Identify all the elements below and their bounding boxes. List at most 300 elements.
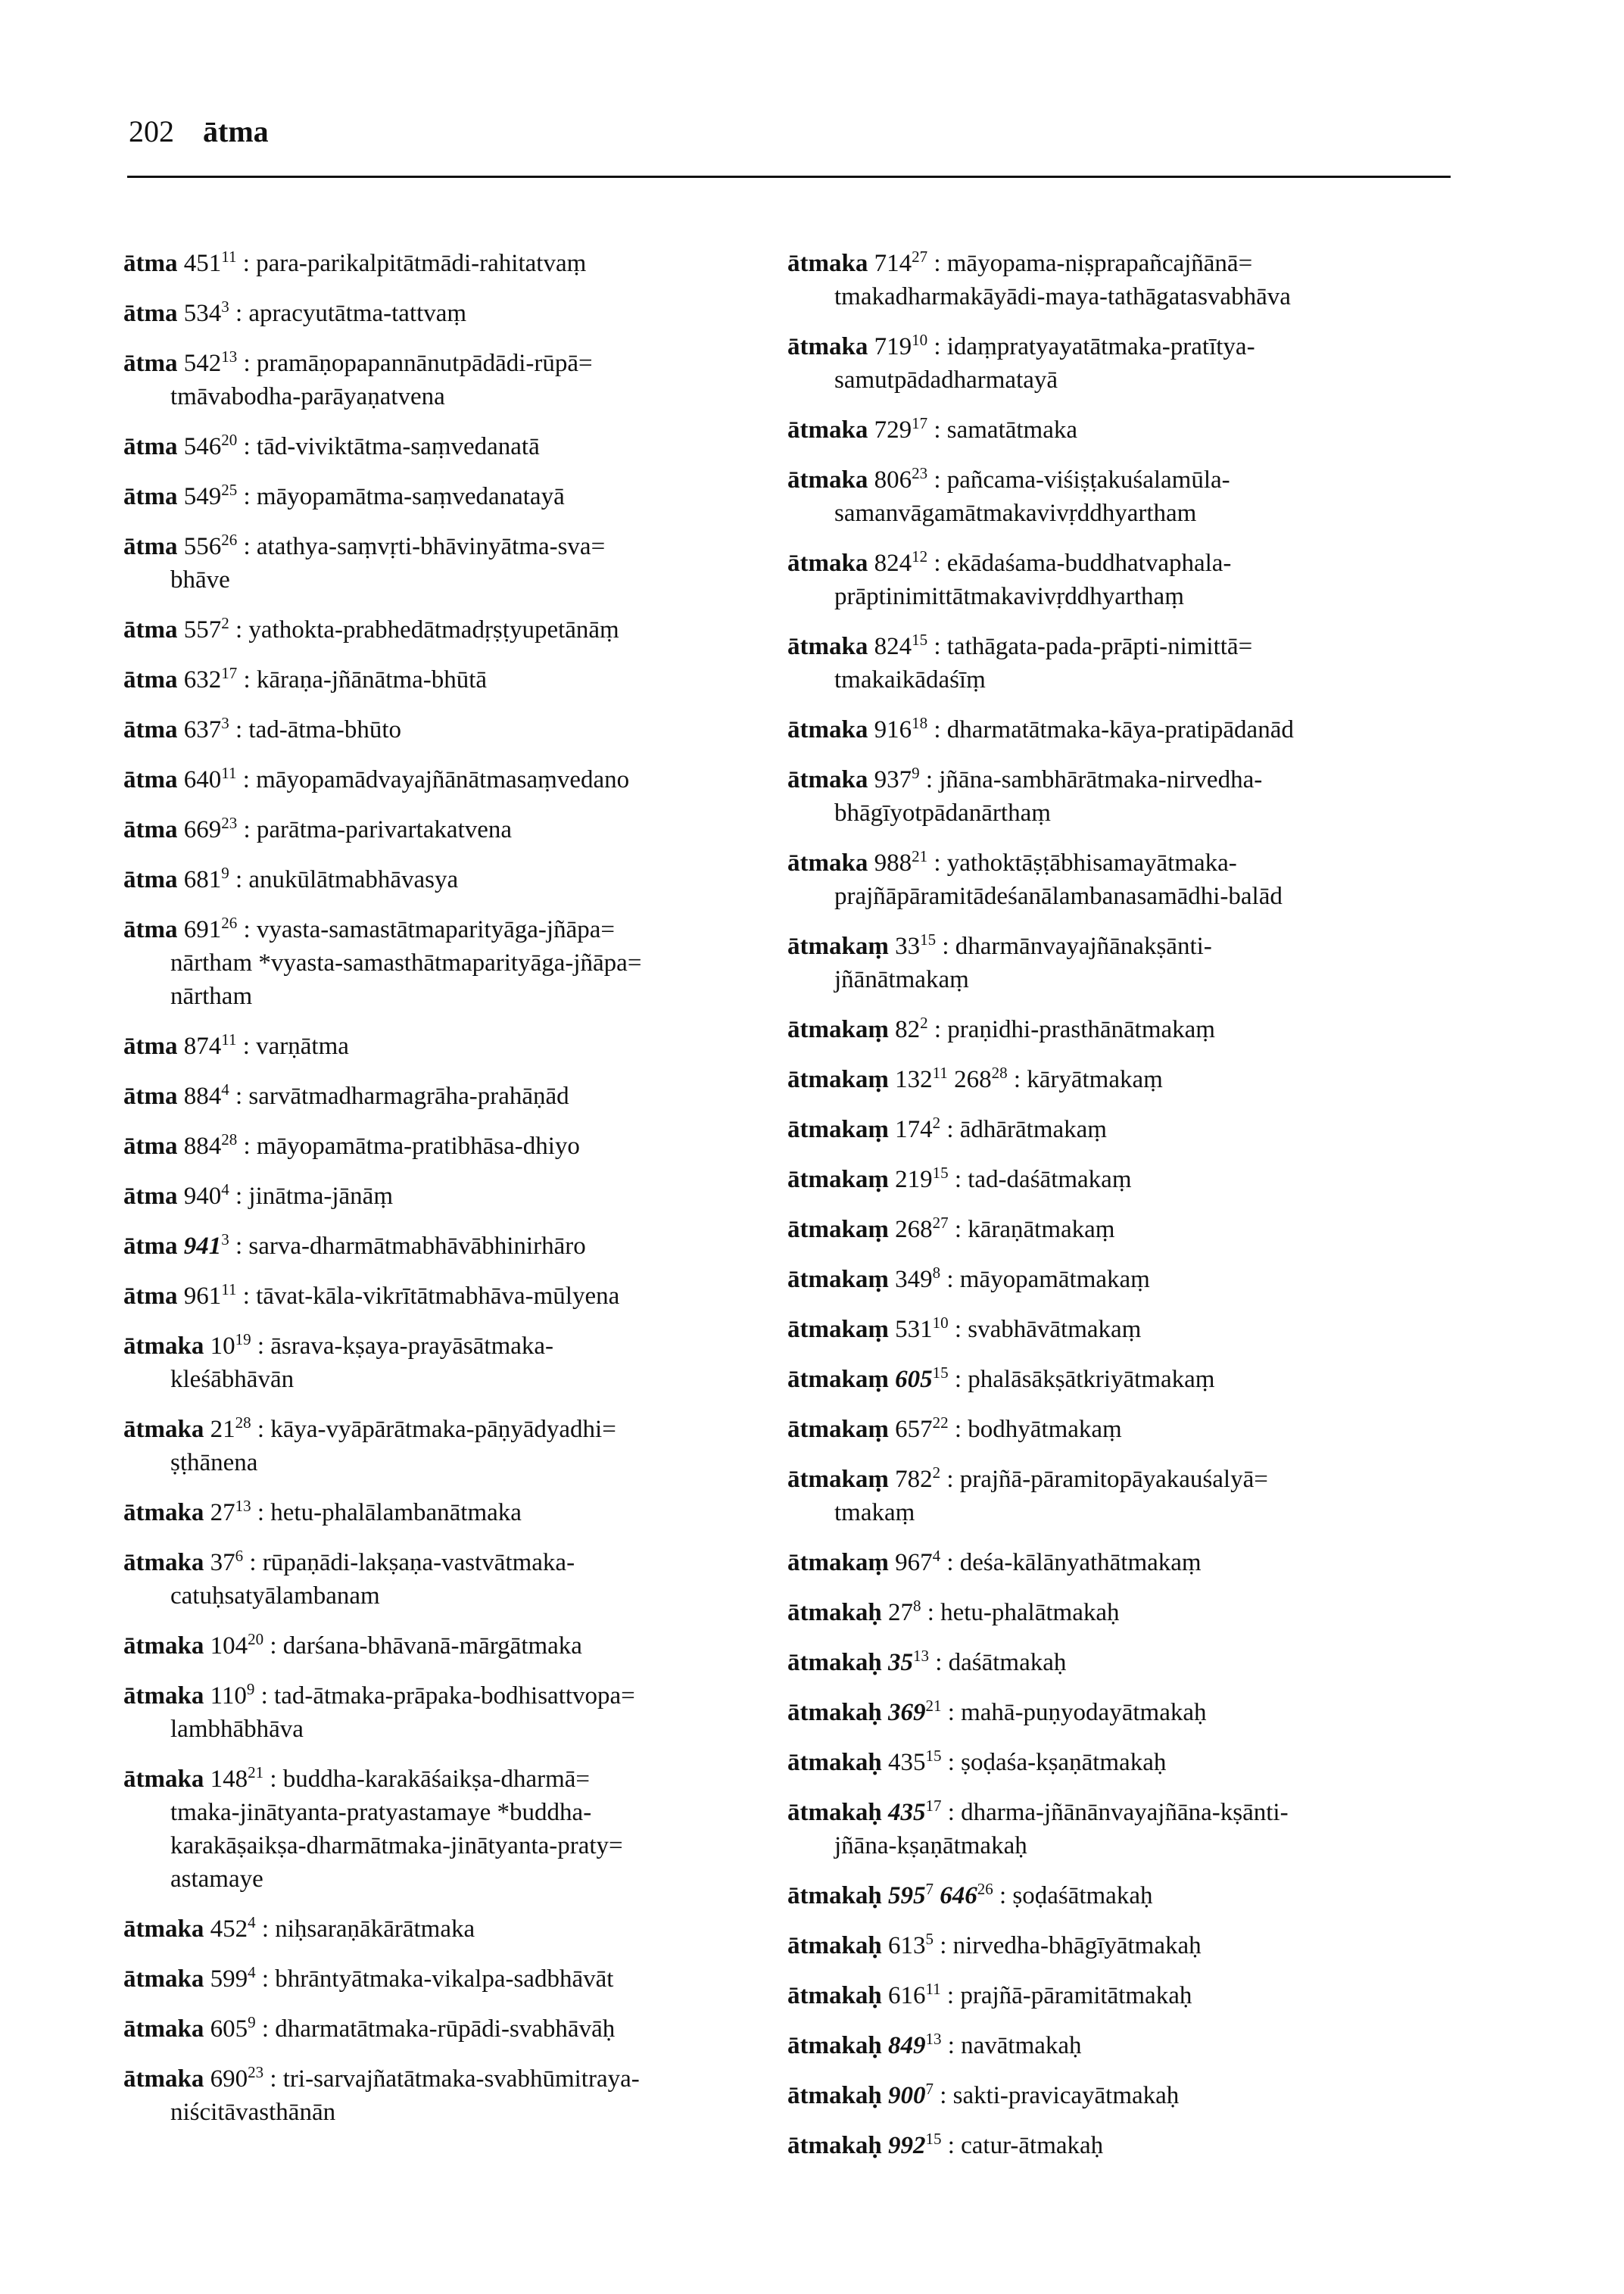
reference-line: 2 [932,1463,941,1482]
entry-text: nirvedha-bhāgīyātmakaḥ [952,1932,1202,1959]
reference-number [210,1632,264,1660]
entry-line: ātmakaḥ $900^7$ : sakti-pravicayātmakaḥ [787,2080,1180,2109]
entry-headword: ātmaka [123,2015,204,2043]
reference-page: 640 [183,766,222,793]
entry-text: māyopamātma-pratibhāsa-dhiyo [256,1133,580,1160]
entry-headword: ātmaka [123,1416,204,1443]
index-entry [787,1979,1454,2012]
reference-number [874,250,928,277]
index-entry [787,463,1454,530]
entry-line: ātmakaṃ $349^8$ : māyopamātmakaṃ [787,1264,1150,1293]
page-number: 202 [129,114,174,148]
entry-text: navātmakaḥ [961,2032,1082,2059]
reference-line: 15 [925,1747,942,1765]
reference-number [940,1882,993,1909]
reference-number [184,483,238,510]
reference-page: 691 [183,916,222,943]
entry-line: ātmaka $10^{19}$ : āsrava-kṣaya-prayāsātmaka- [123,1330,554,1360]
reference-number [874,716,928,743]
reference-number [183,1130,238,1160]
entry-line: ātma $546^{20}$ : tād-viviktātma-saṃvedanatā [123,431,540,460]
entry-headword: ātmaka [123,1682,204,1710]
reference-number [954,1066,1008,1093]
reference-page: 916 [874,716,912,743]
entry-headword: ātmakaṃ [787,1549,889,1576]
index-entry [787,846,1454,913]
reference-page: 992 [887,2132,926,2159]
reference-number [210,2065,264,2093]
entry-text: parātma-parivartakatvena [256,816,513,843]
reference-number [874,547,928,577]
index-entry [787,713,1454,746]
entry-headword: ātmakaṃ [787,1416,889,1443]
entry-headword: ātma [123,716,178,743]
reference-line: 15 [932,1364,949,1382]
entry-text: pañcama-viśiṣṭakuśalamūla- [946,466,1230,494]
reference-line: 6 [235,1547,244,1565]
running-headword: ātma [203,114,269,148]
entry-continuation [787,1496,1454,1529]
reference-page: 82 [895,1016,921,1043]
reference-page: 451 [183,250,222,277]
entry-headword: ātmaka [787,633,868,660]
reference-line: 5 [925,1930,934,1948]
entry-continuation [787,363,1454,397]
reference-line: 19 [235,1330,251,1348]
reference-page: 824 [874,633,912,660]
reference-page: 681 [183,866,222,893]
reference-page: 10 [210,1332,235,1360]
reference-line: 18 [912,714,928,732]
entry-text: catuḥsatyālambanam [170,1582,380,1610]
entry-text: dharmatātmaka-kāya-pratipādanād [946,716,1294,743]
reference-page: 268 [895,1216,933,1243]
entry-text: praṇidhi-prasthānātmakaṃ [947,1016,1215,1043]
reference-page: 27 [210,1499,235,1526]
reference-number [888,1799,942,1826]
index-entry [123,913,790,1013]
index-entry [123,1962,790,1996]
reference-line: 10 [932,1314,949,1332]
entry-text: ṣoḍaśa-kṣaṇātmakaḥ [961,1749,1167,1776]
entry-headword: ātma [123,916,178,943]
entry-headword: ātma [123,433,178,460]
entry-headword: ātmakaḥ [787,1649,882,1676]
entry-text: jñāna-kṣaṇātmakaḥ [834,1832,1027,1859]
reference-number [895,1316,949,1343]
reference-page: 605 [210,2015,248,2043]
index-entry [123,863,790,896]
entry-headword: ātmakaḥ [787,2082,882,2109]
entry-text: māyopama-niṣprapañcajñānā= [946,250,1253,277]
entry-headword: ātma [123,483,178,510]
entry-line: ātma $640^{11}$ : māyopamādvayajñānātmasaṃvedano [123,764,630,793]
reference-number [210,1549,244,1576]
entry-headword: ātmakaṃ [787,1116,889,1143]
entry-headword: ātmakaḥ [787,1932,882,1959]
reference-number [888,1882,934,1909]
entry-headword: ātmakaḥ [787,1749,882,1776]
reference-number [210,1965,256,1993]
entry-continuation [787,580,1454,613]
index-entry [787,1596,1454,1629]
entry-text: ekādaśama-buddhatvaphala- [946,550,1232,577]
reference-number [184,666,238,693]
index-entry [787,1413,1454,1446]
entry-headword: ātmaka [123,1965,204,1993]
index-entry [123,713,790,746]
reference-page: 616 [887,1982,926,2009]
reference-number [183,1080,229,1110]
reference-line: 20 [221,431,238,449]
entry-continuation [787,663,1454,697]
reference-number [183,1030,237,1060]
entry-continuation [787,880,1454,913]
entry-headword: ātmakaḥ [787,1982,882,2009]
entry-continuation [123,380,790,413]
entry-text: samutpādadharmatayā [834,366,1058,394]
reference-line: 17 [912,414,928,432]
reference-line: 15 [920,930,937,949]
entry-text: tmakaikādaśīṃ [834,666,986,693]
index-entry [123,1180,790,1213]
reference-page: 646 [940,1882,977,1909]
reference-number [874,766,920,793]
index-entry [123,1230,790,1263]
reference-number [888,1649,929,1676]
reference-page: 657 [895,1416,933,1443]
index-entry [123,763,790,796]
reference-number [210,1413,251,1443]
entry-text: yathokta-prabhedātmadṛṣṭyupetānāṃ [248,616,619,644]
entry-line: ātmaka $824^{12}$ : ekādaśama-buddhatvaphala- [787,547,1232,577]
reference-line: 10 [912,331,928,349]
entry-continuation [787,963,1454,996]
reference-line: 7 [925,2080,934,2098]
index-entry [123,1679,790,1746]
entry-continuation [123,1862,790,1896]
entry-text: nārtham *vyasta-samasthātmaparityāga-jñāpa= [170,949,642,977]
entry-line: ātma $669^{23}$ : parātma-parivartakatvena [123,814,513,843]
entry-line: ātmakaṃ $268^{27}$ : kāraṇātmakaṃ [787,1214,1115,1243]
reference-number [210,1763,264,1793]
entry-line: ātmakaṃ $605^{15}$ : phalāsākṣātkriyātmakaṃ [787,1364,1215,1393]
reference-number [895,1413,949,1443]
entry-text: darśana-bhāvanā-mārgātmaka [282,1632,582,1660]
index-entry [787,1746,1454,1779]
entry-headword: ātmakaṃ [787,1466,889,1493]
entry-text: prajñāpāramitādeśanālambanasamādhi-balād [834,883,1283,910]
entry-text: vyasta-samastātmaparityāga-jñāpa= [256,916,615,943]
entry-text: kāraṇātmakaṃ [968,1216,1115,1243]
entry-headword: ātmaka [787,550,868,577]
entry-line: ātma $884^4$ : sarvātmadharmagrāha-prahāṇād [123,1080,569,1110]
index-entry [787,1063,1454,1096]
entry-line: ātma $556^{26}$ : atathya-saṃvṛti-bhāvinyātma-sva= [123,531,606,560]
reference-line: 23 [912,464,928,482]
entry-headword: ātmakaḥ [787,1882,882,1909]
entry-headword: ātmaka [123,1499,204,1526]
entry-text: hetu-phalātmakaḥ [940,1599,1120,1626]
reference-number [895,1016,928,1043]
entry-headword: ātma [123,766,178,793]
entry-text: prajñā-pāramitopāyakauśalyā= [959,1466,1268,1493]
entry-line: ātma $549^{25}$ : māyopamātma-saṃvedanatayā [123,481,565,510]
entry-text: ṣṭhānena [170,1449,258,1476]
index-entry [787,1696,1454,1729]
entry-headword: ātmaka [123,1332,204,1360]
index-entry [787,1113,1454,1146]
index-entry [123,1030,790,1063]
reference-number [183,1280,237,1310]
reference-page: 605 [895,1366,933,1393]
reference-page: 632 [183,666,222,693]
reference-number [183,1230,229,1260]
reference-line: 28 [991,1064,1008,1082]
entry-text: bhāgīyotpādanārthaṃ [834,799,1051,827]
reference-line: 22 [932,1413,949,1432]
index-entry [787,1363,1454,1396]
reference-number [210,1332,251,1360]
reference-number [184,616,229,644]
entry-line: ātmakaṃ $782^2$ : prajñā-pāramitopāyakauśalyā= [787,1463,1268,1493]
reference-page: 557 [183,616,222,644]
reference-page: 874 [183,1033,222,1060]
reference-page: 37 [210,1549,235,1576]
entry-line: ātmaka $605^9$ : dharmatātmaka-rūpādi-svabhāvāḥ [123,2013,616,2043]
reference-page: 613 [887,1932,926,1959]
reference-page: 937 [874,766,912,793]
entry-text: jinātma-jānāṃ [248,1183,393,1210]
entry-line: ātmakaḥ $613^5$ : nirvedha-bhāgīyātmakaḥ [787,1930,1202,1959]
entry-line: ātma $557^2$ : yathokta-prabhedātmadṛṣṭyupetānāṃ [123,614,619,644]
entry-text: samatātmaka [946,416,1078,444]
reference-page: 806 [874,466,912,494]
entry-headword: ātmakaḥ [787,1599,882,1626]
reference-line: 4 [248,1963,256,1981]
reference-page: 534 [183,300,222,327]
reference-page: 132 [895,1066,933,1093]
entry-line: ātmaka $824^{15}$ : tathāgata-pada-prāpti-nimittā= [787,631,1253,660]
reference-page: 941 [183,1233,222,1260]
reference-line: 26 [221,531,238,549]
entry-line: ātmakaḥ $27^8$ : hetu-phalātmakaḥ [787,1597,1120,1626]
entry-line: ātmaka $452^4$ : niḥsaraṇākārātmaka [123,1913,475,1943]
reference-page: 967 [895,1549,933,1576]
reference-line: 21 [248,1763,264,1781]
reference-page: 549 [183,483,222,510]
reference-line: 8 [932,1264,941,1282]
entry-headword: ātma [123,816,178,843]
reference-page: 435 [887,1749,926,1776]
entry-line: ātma $941^3$ : sarva-dharmātmabhāvābhinirhāro [123,1230,586,1260]
entry-headword: ātmaka [787,250,868,277]
entry-line: ātmakaḥ $435^{17}$ : dharma-jñānānvayajñāna-kṣānti- [787,1797,1289,1826]
entry-text: sarvātmadharmagrāha-prahāṇād [248,1083,569,1110]
reference-line: 11 [221,1280,237,1298]
index-entry [123,530,790,597]
entry-text: dharma-jñānānvayajñāna-kṣānti- [961,1799,1289,1826]
entry-text: māyopamātmakaṃ [959,1266,1150,1293]
entry-headword: ātma [123,1083,178,1110]
entry-headword: ātmakaṃ [787,1366,889,1393]
entry-continuation [123,563,790,597]
index-entry [123,430,790,463]
entry-text: rūpaṇādi-lakṣaṇa-vastvātmaka- [262,1549,575,1576]
entry-text: prajñā-pāramitātmakaḥ [960,1982,1192,2009]
reference-page: 452 [210,1915,248,1943]
entry-text: kāraṇa-jñānātma-bhūtā [256,666,488,693]
reference-number [184,716,229,743]
index-entry [123,813,790,846]
reference-page: 961 [183,1283,222,1310]
entry-headword: ātma [123,1283,178,1310]
reference-line: 13 [221,348,238,366]
reference-page: 637 [183,716,222,743]
index-entry [123,1279,790,1313]
entry-text: yathoktāṣṭābhisamayātmaka- [946,849,1237,877]
entry-continuation [123,1363,790,1396]
reference-line: 17 [925,1797,942,1815]
reference-page: 435 [887,1799,926,1826]
reference-line: 7 [925,1880,934,1898]
entry-line: ātmaka $27^{13}$ : hetu-phalālambanātmaka [123,1497,522,1526]
index-entry [787,1463,1454,1529]
entry-text: jñānātmakaṃ [834,966,969,993]
reference-line: 15 [932,1164,949,1182]
entry-headword: ātmakaṃ [787,1266,889,1293]
reference-number [210,1499,251,1526]
index-entry [787,413,1454,447]
entry-headword: ātmaka [123,2065,204,2093]
entry-headword: ātma [123,300,178,327]
index-entry [123,480,790,513]
entry-headword: ātmaka [787,766,868,793]
entry-text: dharmānvayajñānakṣānti- [955,933,1212,960]
entry-text: karakāṣaikṣa-dharmātmaka-jinātyanta-praty= [170,1832,623,1859]
entry-line: ātma $534^3$ : apracyutātma-tattvaṃ [123,298,467,327]
entry-headword: ātmaka [123,1632,204,1660]
reference-number [895,930,937,960]
entry-text: niḥsaraṇākārātmaka [275,1915,475,1943]
reference-page: 599 [210,1965,248,1993]
reference-page: 104 [210,1632,248,1660]
entry-text: tri-sarvajñatātmaka-svabhūmitraya- [282,2065,640,2093]
reference-line: 20 [248,1630,264,1648]
entry-text: tmāvabodha-parāyaṇatvena [170,383,445,410]
entry-text: māyopamādvayajñānātmasaṃvedano [256,766,630,793]
entry-text: lambhābhāva [170,1716,304,1743]
reference-number [888,2032,942,2059]
reference-line: 4 [221,1180,229,1198]
entry-line: ātma $691^{26}$ : vyasta-samastātmaparityāga-jñāpa= [123,914,615,943]
entry-continuation [123,1796,790,1829]
entry-line: ātma $637^3$ : tad-ātma-bhūto [123,714,401,743]
reference-line: 9 [221,864,229,882]
page-header [129,114,269,149]
entry-text: ṣoḍaśātmakaḥ [1012,1882,1153,1909]
entry-text: tad-ātmaka-prāpaka-bodhisattvopa= [274,1682,635,1710]
reference-line: 12 [912,547,928,566]
entry-line: ātmaka $714^{27}$ : māyopama-niṣprapañcajñānā= [787,248,1253,277]
entry-continuation [123,1713,790,1746]
entry-line: ātmaka $690^{23}$ : tri-sarvajñatātmaka-svabhūmitraya- [123,2063,640,2093]
reference-line: 9 [248,2013,256,2031]
entry-headword: ātmakaḥ [787,1799,882,1826]
reference-line: 15 [912,631,928,649]
entry-headword: ātmakaḥ [787,2132,882,2159]
entry-continuation [787,1829,1454,1862]
reference-line: 4 [932,1547,941,1565]
entry-line: ātmaka $37^6$ : rūpaṇādi-lakṣaṇa-vastvātmaka- [123,1547,575,1576]
reference-number [895,1066,948,1093]
reference-page: 148 [210,1766,248,1793]
reference-page: 33 [895,933,921,960]
reference-page: 884 [183,1133,222,1160]
reference-line: 15 [925,2130,942,2148]
reference-number [888,1932,934,1959]
entry-text: kāya-vyāpārātmaka-pāṇyādyadhi= [270,1416,616,1443]
reference-page: 988 [874,849,912,877]
reference-line: 21 [925,1697,942,1715]
reference-line: 3 [221,714,229,732]
entry-text: sakti-pravicayātmakaḥ [952,2082,1180,2109]
entry-text: astamaye [170,1865,263,1893]
entry-line: ātmaka $21^{28}$ : kāya-vyāpārātmaka-pāṇyādyadhi= [123,1413,616,1443]
entry-line: ātmaka $719^{10}$ : idaṃpratyayatātmaka-pratītya- [787,331,1255,360]
index-entry [787,2029,1454,2062]
entry-headword: ātmaka [787,333,868,360]
index-entry [787,2079,1454,2112]
reference-line: 11 [932,1064,948,1082]
entry-continuation [123,946,790,980]
index-entry [123,1763,790,1896]
entry-text: sarva-dharmātmabhāvābhinirhāro [248,1233,586,1260]
index-entry [123,1496,790,1529]
entry-headword: ātmaka [787,416,868,444]
entry-text: catur-ātmakaḥ [961,2132,1104,2159]
reference-number [895,1549,940,1576]
entry-text: jñāna-sambhārātmaka-nirvedha- [939,766,1263,793]
reference-page: 556 [183,533,222,560]
entry-line: ātmakaṃ $33^{15}$ : dharmānvayajñānakṣānti- [787,930,1212,960]
reference-page: 268 [954,1066,992,1093]
entry-continuation [123,980,790,1013]
entry-headword: ātmaka [787,716,868,743]
reference-number [874,416,928,444]
entry-line: ātma $681^9$ : anukūlātmabhāvasya [123,864,459,893]
entry-text: nārtham [170,983,253,1010]
entry-headword: ātma [123,1033,178,1060]
reference-number [888,1982,941,2009]
reference-line: 21 [912,847,928,865]
index-entry [123,2062,790,2129]
entry-line: ātma $884^{28}$ : māyopamātma-pratibhāsa-dhiyo [123,1130,580,1160]
reference-page: 849 [887,2032,926,2059]
reference-number [184,350,238,377]
entry-text: tad-daśātmakaṃ [968,1166,1132,1193]
reference-number [210,2015,256,2043]
entry-line: ātmaka $729^{17}$ : samatātmaka [787,414,1078,444]
entry-headword: ātma [123,533,178,560]
entry-text: tmaka-jinātyanta-pratyastamaye *buddha- [170,1799,592,1826]
reference-number [874,849,928,877]
entry-headword: ātmakaṃ [787,1216,889,1243]
right-index-column [787,247,1454,2179]
entry-text: niścitāvasthānān [170,2099,336,2126]
index-entry [123,2012,790,2046]
entry-continuation [787,796,1454,830]
